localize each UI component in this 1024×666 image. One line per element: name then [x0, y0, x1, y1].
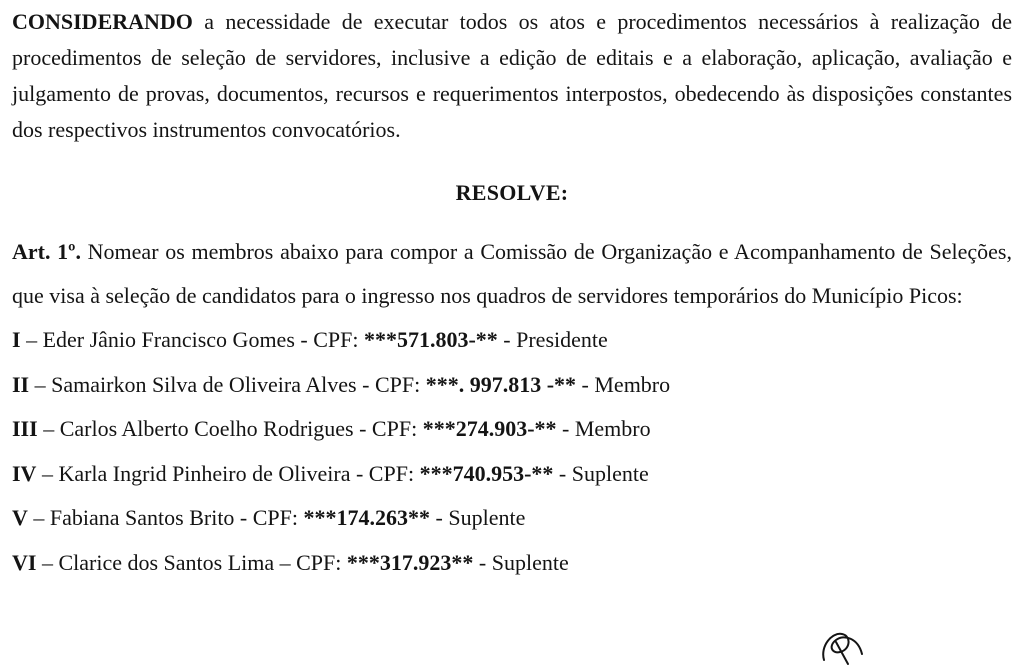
- article-text: Nomear os membros abaixo para compor a Comissão de Organização e Acompanhamento de Seleções, que visa à seleção de candidatos para o ingresso nos quadros de servidores temporários do Município Picos:: [12, 239, 1012, 308]
- member-item-2: [12, 363, 1012, 408]
- member-item-1: [12, 318, 1012, 363]
- member-name: – Carlos Alberto Coelho Rodrigues - CPF:: [37, 416, 423, 441]
- member-numeral: III: [12, 416, 38, 441]
- member-item-5: [12, 496, 1012, 541]
- member-name: – Samairkon Silva de Oliveira Alves - CPF:: [29, 371, 426, 397]
- considerando-lead: CONSIDERANDO: [12, 9, 193, 34]
- member-numeral: VI: [12, 549, 37, 575]
- member-list: [12, 318, 1012, 585]
- member-role: - Membro: [576, 371, 671, 397]
- member-role: - Presidente: [497, 327, 608, 352]
- member-cpf: ***740.953-**: [419, 460, 554, 486]
- member-name: – Clarice dos Santos Lima – CPF:: [36, 549, 347, 575]
- member-numeral: II: [12, 371, 30, 397]
- resolve-heading: RESOLVE:: [455, 180, 569, 205]
- member-numeral: IV: [12, 460, 37, 486]
- member-cpf: ***317.923**: [346, 549, 474, 575]
- considerando-paragraph: [12, 4, 1012, 148]
- member-item-3: [12, 407, 1012, 452]
- considerando-text: a necessidade de executar todos os atos e procedimentos necessários à realização de procedimentos de seleção de servidores, inclusive a edição de editais e a elaboração, aplicação, avaliação e julgamento de provas, documentos, recursos e requerimentos interpostos, obedecendo às disposições constantes dos respectivos instrumentos convocatórios.: [12, 9, 1012, 142]
- member-numeral: V: [12, 505, 28, 530]
- article-label: Art. 1º.: [12, 239, 81, 264]
- member-name: – Fabiana Santos Brito - CPF:: [27, 505, 304, 530]
- member-role: - Suplente: [553, 460, 649, 486]
- member-role: - Membro: [556, 416, 651, 441]
- member-cpf: ***274.903-**: [422, 416, 557, 441]
- member-numeral: I: [12, 327, 21, 352]
- handwritten-initials-signature: [818, 624, 868, 666]
- article-1-paragraph: [12, 230, 1012, 318]
- member-role: - Suplente: [473, 549, 569, 575]
- member-name: – Eder Jânio Francisco Gomes - CPF:: [20, 327, 364, 352]
- member-role: - Suplente: [430, 505, 526, 530]
- member-item-4: [12, 452, 1012, 497]
- document-page: [12, 4, 1012, 585]
- member-cpf: ***174.263**: [303, 505, 431, 530]
- member-cpf: ***571.803-**: [363, 327, 498, 352]
- member-cpf: ***. 997.813 -**: [425, 371, 577, 397]
- member-name: – Karla Ingrid Pinheiro de Oliveira - CPF:: [36, 460, 420, 486]
- member-item-6: [12, 541, 1012, 586]
